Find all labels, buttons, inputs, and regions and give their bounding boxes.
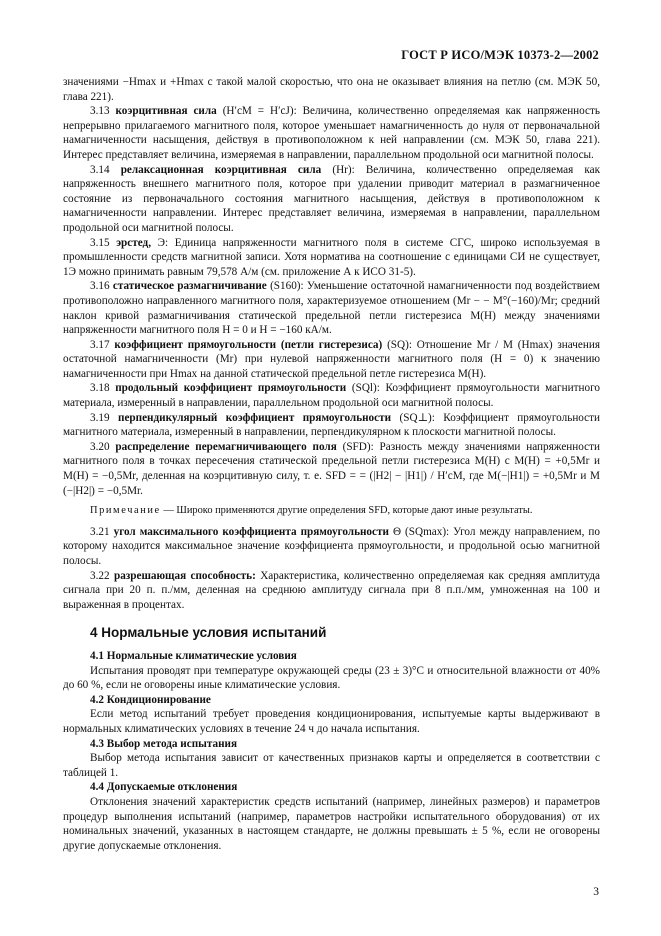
term: релаксационная коэрцитивная сила	[120, 163, 322, 176]
definition-text: (H′cM = H′cJ): Величина, количественно определяемая как напряженность непрерывно прилагаемого магнитного поля, которое уменьшает намагниченность до нуля от первоначальной намагниченности насыщения, действуя в противоположном к ней направлении (см. МЭК 50, глава 221). Интерес представляет величина, измеряемая в направлении, параллельном продольной оси магнитной полосы.	[63, 105, 600, 161]
clause-number: 3.17	[90, 338, 110, 351]
subsection-text: Отклонения значений характеристик средств испытаний (например, линейных размеров) и параметров процедур выполнения испытаний (например, параметров настройки испытательного оборудования) от их номинальных значений, указанных в настоящем стандарте, не должны превышать ± 5 %, если не оговорены другие допускаемые отклонения.	[63, 795, 600, 852]
note-label: Примечание	[90, 505, 161, 517]
definition-3-18	[63, 381, 600, 410]
clause-number: 3.15	[90, 236, 110, 249]
term: эрстед,	[116, 236, 151, 249]
subsection-heading: 4.1 Нормальные климатические условия	[90, 649, 297, 662]
subsection-text: Если метод испытаний требует проведения кондиционирования, испытуемые карты выдерживают в нормальных климатических условиях в течение 24 ч до начала испытания.	[63, 708, 600, 735]
definition-text: (SQ): Отношение Mr / M (Hmax) значения остаточной намагниченности (Mr) при нулевой напряженности магнитного поля (H = 0) к значению намагниченности при Hmax на данной статической предельной петле гистерезиса M(H).	[63, 338, 601, 380]
definition-text: Θ (SQmax): Угол между направлением, по которому находится максимальное значение коэффициента прямоугольности, и продольной осью магнитной полосы.	[63, 525, 600, 567]
clause-number: 3.21	[90, 525, 110, 538]
clause-number: 3.14	[90, 163, 110, 176]
definition-text: (Hr): Величина, количественно определяемая как напряженность внешнего магнитного поля, которое при удалении приводит материал в размагниченное состояние из первоначального состояния магнитного насыщения, действуя в противоположном к намагниченности направлении. Интерес представляет величина, измеряемая в направлении, параллельном продольной оси магнитной полосы.	[63, 163, 601, 234]
term: угол максимального коэффициента прямоугольности	[113, 525, 389, 538]
term: коэрцитивная сила	[115, 105, 217, 118]
term: перпендикулярный коэффициент прямоугольности	[118, 411, 392, 424]
subsection-heading: 4.4 Допускаемые отклонения	[90, 781, 238, 794]
document-header: ГОСТ Р ИСО/МЭК 10373-2—2002	[401, 48, 599, 62]
term: распределение перемагничивающего поля	[115, 440, 337, 453]
definition-text: (SFD): Разность между значениями напряженности магнитного поля в точках пересечения статической предельной петли гистерезиса M(H) с M(H) = +0,5Mr и M(H) = −0,5Mr, деленная на коэрцитивную силу, т. е. SFD = = (|H2| − |H1|) / H′cM, где M(−|H1|) = +0,5Mr и M (−|H2|) = −0,5Mr.	[63, 440, 600, 497]
definition-3-22	[63, 569, 600, 613]
subsection-heading: 4.3 Выбор метода испытания	[90, 737, 238, 750]
clause-number: 3.20	[90, 440, 110, 453]
clause-number: 3.13	[90, 105, 110, 118]
definition-3-19	[63, 411, 600, 440]
subsection-heading: 4.2 Кондиционирование	[90, 693, 211, 706]
definition-text: Э: Единица напряженности магнитного поля в системе СГС, широко используемая в промышленности средств магнитной записи. Хотя норматива на соотношение с единицами СИ не существует, 1Э можно принимать равным 79,578 А/м (см. приложение А к ИСО 31-5).	[63, 236, 601, 278]
definition-text: Характеристика, количественно определяемая как средняя амплитуда сигнала при 20 п. п./мм, деленная на среднюю амплитуду сигнала при 8 п.п./мм, умноженная на 100 и выраженная в процентах.	[63, 569, 601, 611]
clause-number: 3.19	[90, 411, 110, 424]
definition-text: (S160): Уменьшение остаточной намагниченности под воздействием противоположно направленного магнитного поля, характеризуемое отношением (Mr − − M°(−160)/Mr; средний наклон кривой размагничивания статической предельной петли гистерезиса M(H) между значениями напряженности магнитного поля H = 0 и H = −160 кА/м.	[63, 280, 601, 337]
subsection-text: Выбор метода испытания зависит от качественных признаков карты и определяется в соответствии с таблицей 1.	[63, 752, 600, 779]
definition-3-14	[63, 163, 600, 236]
note	[63, 504, 600, 519]
definition-3-13	[63, 104, 600, 162]
definition-3-15	[63, 236, 600, 280]
definition-3-17	[63, 338, 600, 382]
paragraph-continuation	[63, 75, 600, 104]
definition-3-20	[63, 440, 600, 498]
clause-number: 3.16	[90, 280, 110, 293]
definition-3-16	[63, 279, 600, 337]
paragraph-text: значениями −Hmax и +Hmax с такой малой скоростью, что она не оказывает влияния на петлю (см. МЭК 50, глава 221).	[63, 76, 600, 103]
term: разрешающая способность:	[113, 569, 256, 582]
definition-text: (SQl): Коэффициент прямоугольности магнитного материала, измеренный в направлении, параллельном продольной оси магнитной полосы.	[63, 382, 600, 410]
definition-text: (SQ⊥): Коэффициент прямоугольности магнитного материала, измеренный в направлении, перпендикулярном к плоскости магнитной полосы.	[63, 411, 601, 439]
document-body	[63, 75, 600, 853]
definition-3-21	[63, 525, 600, 569]
subsection-text: Испытания проводят при температуре окружающей среды (23 ± 3)°С и относительной влажности от 40% до 60 %, если не оговорены иные климатические условия.	[63, 664, 600, 692]
clause-number: 3.22	[90, 569, 110, 582]
term: статическое размагничивание	[112, 280, 267, 293]
term: продольный коэффициент прямоугольности	[115, 382, 347, 395]
section-heading: 4 Нормальные условия испытаний	[90, 625, 327, 641]
note-text: — Широко применяются другие определения SFD, которые дают иные результаты.	[163, 505, 533, 517]
term: коэффициент прямоугольности (петли гистерезиса)	[114, 338, 383, 351]
clause-number: 3.18	[90, 382, 110, 395]
page-number: 3	[593, 886, 599, 898]
